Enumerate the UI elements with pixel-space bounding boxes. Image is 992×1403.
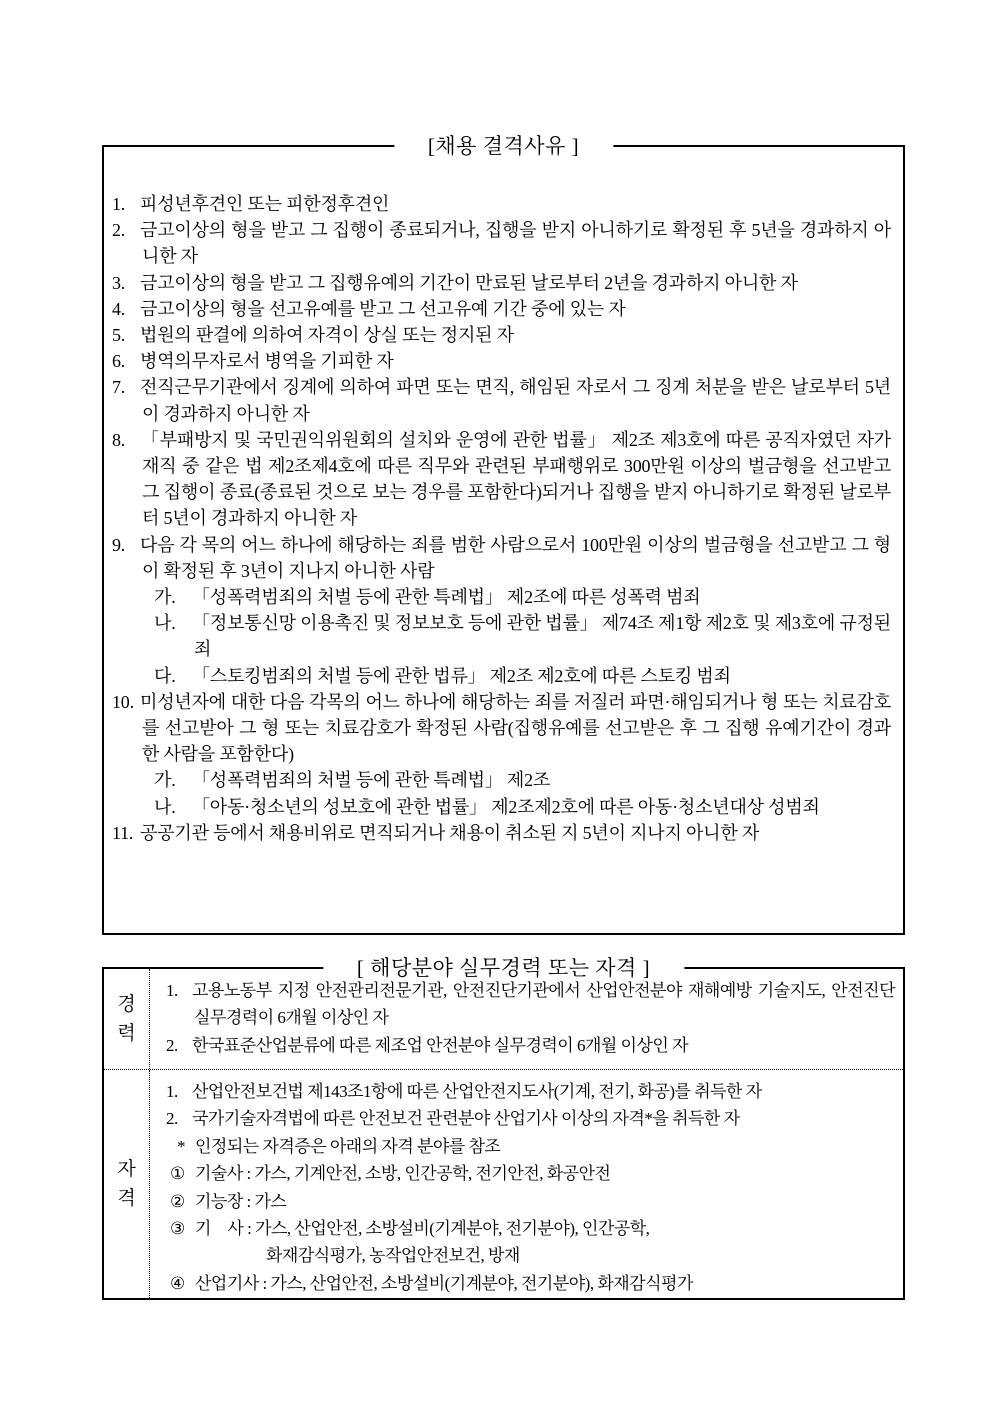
item-text: 기 사 : 가스, 산업안전, 소방설비(기계분야, 전기분야), 인간공학, [195,1219,650,1239]
table-row-qualification [104,1069,903,1298]
item-text: 법원의 판결에 의하여 자격이 상실 또는 정지된 자 [140,325,514,346]
item-text: 산업안전보건법 제143조1항에 따른 산업안전지도사(기계, 전기, 화공)를 취득한 자 [192,1082,762,1101]
list-item [112,348,891,374]
item-number: ④ [170,1273,185,1293]
item-text: 기술사 : 가스, 기계안전, 소방, 인간공학, 전기안전, 화공안전 [195,1164,611,1184]
row-header-label: 경력 [117,994,136,1044]
list-item [154,610,891,662]
item-text: 공공기관 등에서 채용비위로 면직되거나 채용이 취소된 지 5년이 지나지 아니한 자 [140,822,760,843]
list-item [112,689,891,768]
item-text: 「성폭력범죄의 처벌 등에 관한 특례법」 제2조에 따른 성폭력 범죄 [192,587,701,608]
section1-title: [채용 결격사유 ] [394,134,613,159]
list-item [166,977,895,1032]
list-item [112,217,891,269]
list-item [112,322,891,348]
item-text: 금고이상의 형을 받고 그 집행이 종료되거나, 집행을 받지 아니하기로 확정된 후 5년을 경과하지 아니한 자 [140,220,891,267]
item-text: 기능장 : 가스 [195,1191,287,1211]
item-number: 2. [166,1109,178,1129]
item-number: 3. [112,272,126,293]
item-text: 미성년자에 대한 다음 각목의 어느 하나에 해당하는 죄를 저질러 파면·해임되거나 형 또는 치료감호를 선고받아 그 형 또는 치료감호가 확정된 사람(집행유예를 선고받은 후 그 집행 유예기간이 경과한 사람을 포함한다) [140,691,891,765]
list-item [112,532,891,584]
item-text: 산업기사 : 가스, 산업안전, 소방설비(기계분야, 전기분야), 화재감식평가 [195,1273,693,1293]
row-content-cell [150,1070,903,1298]
item-number: 11. [112,822,134,843]
list-item [112,374,891,426]
item-text: 「정보통신망 이용촉진 및 정보보호 등에 관한 법률」 제74조 제1항 제2호 및 제3호에 규정된 죄 [192,613,891,660]
item-number: ① [170,1164,185,1184]
item-text: 「부패방지 및 국민권익위원회의 설치와 운영에 관한 법률」 제2조 제3호에 따른 공직자였던 자가 재직 중 같은 법 제2조제4호에 따른 직무와 관련된 부패행위로 300만원 이상의 벌금형을 선고받고 그 집행이 종료(종료된 것으로 보는 경우를 포함한다)되거나 집행을 받지 아니하기로 확정된 날로부터 5년이 경과하지 아니한 자 [140,429,891,529]
list-item [166,1078,895,1105]
list-item [154,794,891,820]
item-number: 2. [112,220,126,241]
list-item [112,296,891,322]
item-number: 2. [166,1035,178,1055]
list-item [112,270,891,296]
item-number: 나. [154,613,176,634]
item-text: 금고이상의 형을 받고 그 집행유예의 기간이 만료된 날로부터 2년을 경과하지 아니한 자 [140,272,798,293]
item-number: 1. [112,194,126,214]
list-item [170,1270,895,1297]
list-item [266,1242,895,1269]
list-item [154,663,891,689]
list-item [112,820,891,846]
item-number: 나. [154,796,176,817]
list-item [170,1215,895,1242]
list-item [154,584,891,610]
item-number: * [177,1136,185,1156]
item-text: 한국표준산업분류에 따른 제조업 안전분야 실무경력이 6개월 이상인 자 [192,1035,688,1055]
item-text: 전직근무기관에서 징계에 의하여 파면 또는 면직, 해임된 자로서 그 징계 처분을 받은 날로부터 5년이 경과하지 아니한 자 [140,377,891,424]
table-row-experience [104,969,903,1069]
disqualification-list [112,191,891,846]
section-disqualification [102,134,905,935]
item-number: 가. [154,587,176,608]
item-number: 6. [112,351,126,372]
section2-title: [ 해당분야 실무경력 또는 자격 ] [323,956,684,981]
item-number: 1. [166,1082,178,1101]
item-text: 피성년후견인 또는 피한정후견인 [140,194,390,214]
item-number: 9. [112,534,126,555]
item-number: 7. [112,377,126,398]
item-text: 「스토킹범죄의 처벌 등에 관한 법류」 제2조 제2호에 따른 스토킹 범죄 [192,665,731,686]
list-item [154,767,891,793]
item-text: 「아동·청소년의 성보호에 관한 법률」 제2조제2호에 따른 아동·청소년대상 성범죄 [192,796,820,817]
list-item [170,1160,895,1187]
item-text: 다음 각 목의 어느 하나에 해당하는 죄를 범한 사람으로서 100만원 이상의 벌금형을 선고받고 그 형이 확정된 후 3년이 지나지 아니한 사람 [140,534,891,581]
item-number: 가. [154,770,176,791]
list-item [112,191,891,217]
section-experience-qualification [102,956,905,1300]
list-item [170,1188,895,1215]
row-header-label: 자격 [117,1159,136,1209]
row-header-cell [104,969,150,1069]
item-text: 「성폭력범죄의 처벌 등에 관한 특례법」 제2조 [192,770,551,791]
item-number: 10. [112,691,134,712]
item-number: 다. [154,665,176,686]
item-text: 고용노동부 지정 안전관리전문기관, 안전진단기관에서 산업안전분야 재해예방 기술지도, 안전진단 실무경력이 6개월 이상인 자 [192,981,895,1028]
row-content-cell [150,969,903,1069]
item-text: 금고이상의 형을 선고유예를 받고 그 선고유예 기간 중에 있는 자 [140,298,626,319]
item-text: 화재감식평가, 농작업안전보건, 방재 [266,1246,520,1266]
item-number: 5. [112,325,126,346]
item-text: 국가기술자격법에 따른 안전보건 관련분야 산업기사 이상의 자격*을 취득한 자 [192,1109,740,1129]
row-header-cell [104,1070,150,1298]
item-number: 4. [112,298,126,319]
item-number: 8. [112,429,126,450]
list-item [112,427,891,532]
item-text: 병역의무자로서 병역을 기피한 자 [140,351,394,372]
list-item [177,1133,895,1160]
item-number: ② [170,1191,185,1211]
list-item [166,1032,895,1059]
list-item [166,1105,895,1132]
item-number: ③ [170,1219,185,1239]
item-text: 인정되는 자격증은 아래의 자격 분야를 참조 [195,1136,501,1156]
item-number: 1. [166,981,178,1000]
